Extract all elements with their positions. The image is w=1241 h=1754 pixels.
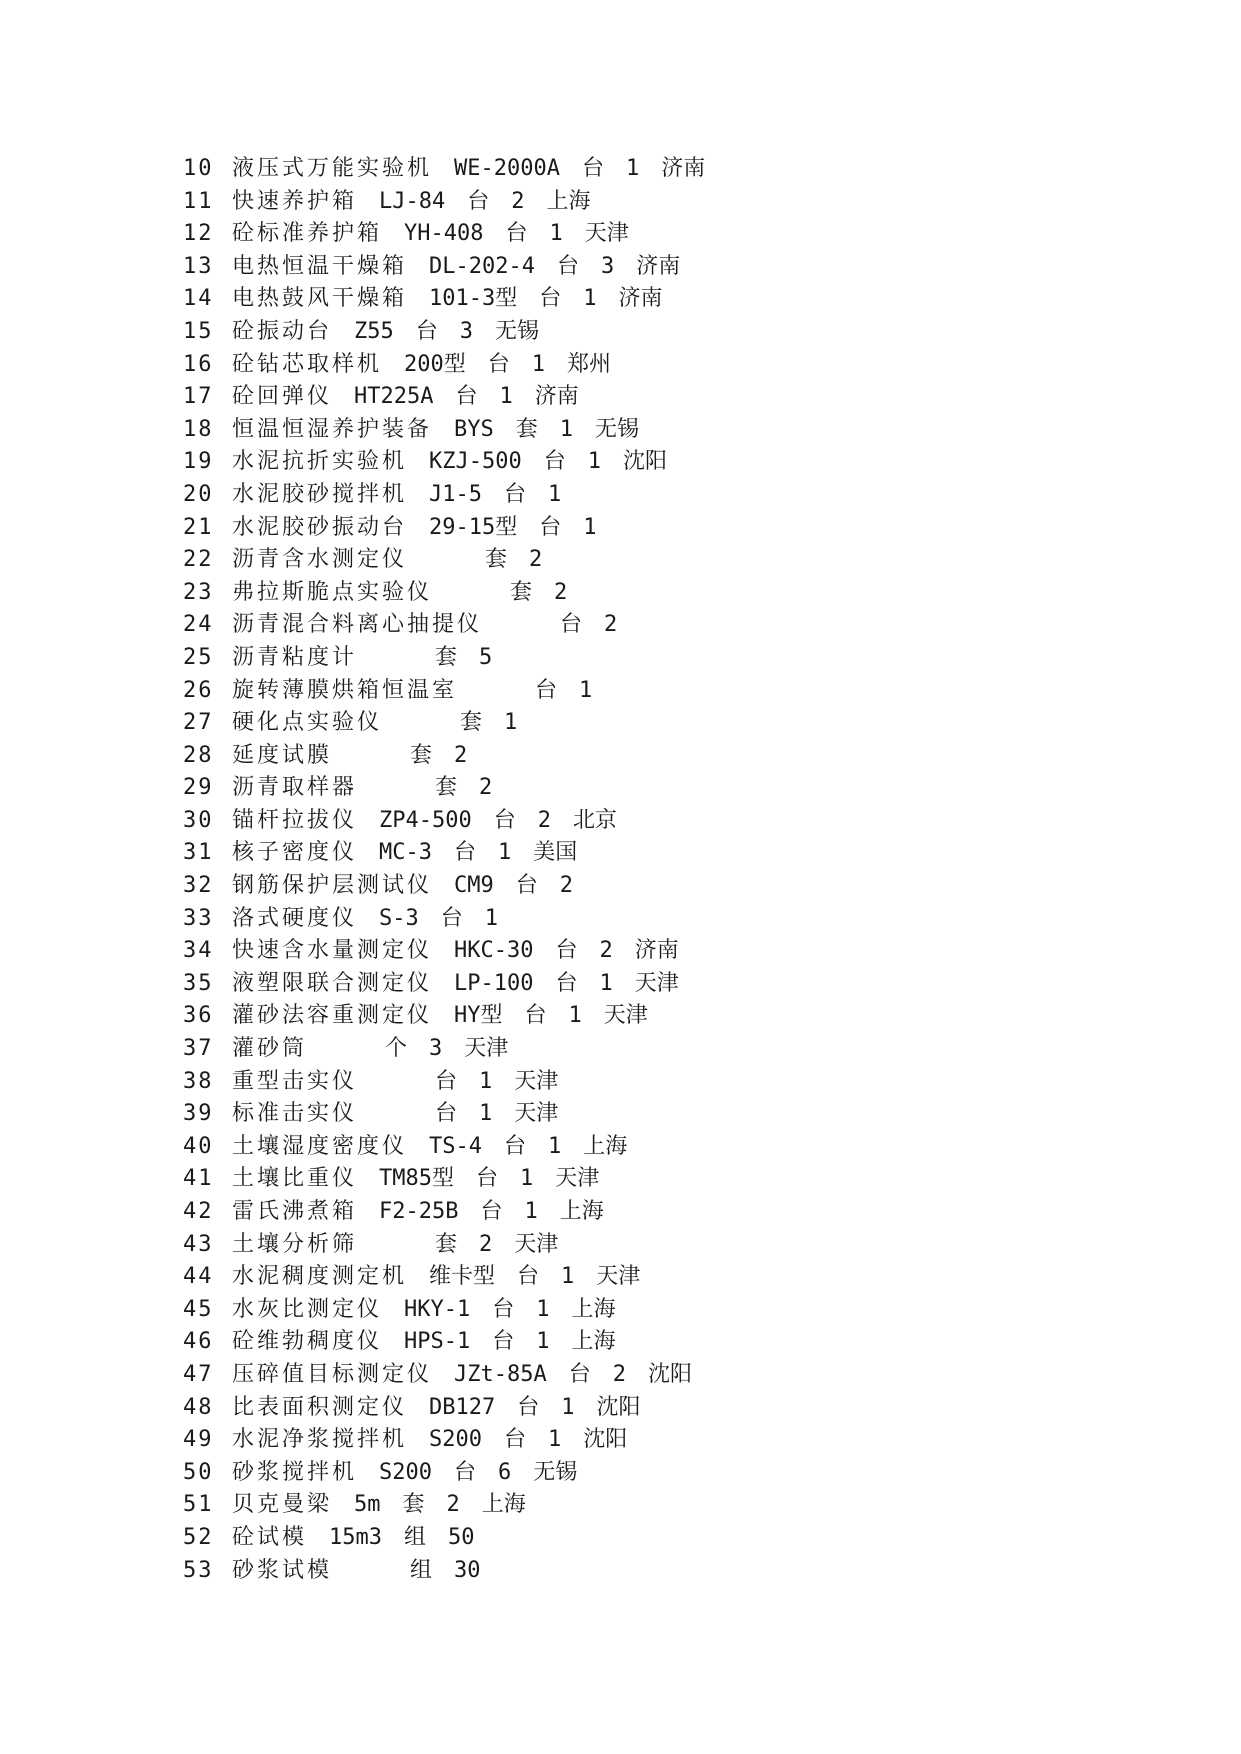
item-origin: 天津 [634,970,679,996]
item-quantity: 1 [579,677,593,703]
item-number: 32 [183,873,214,899]
item-model: JZt-85A [454,1361,547,1387]
item-model: 维卡型 [429,1264,496,1290]
item-quantity: 2 [612,1361,626,1387]
item-name: 锚杆拉拔仪 [232,807,358,833]
item-model: BYS [454,416,494,442]
item-model: F2-25B [379,1199,459,1224]
item-number: 37 [183,1036,214,1062]
item-unit: 台 [515,873,538,899]
item-name: 比表面积测定仪 [232,1394,408,1420]
item-model: TM85型 [379,1166,454,1192]
item-name: 砂浆搅拌机 [232,1459,358,1485]
item-model: TS-4 [429,1133,482,1159]
list-item [183,414,1083,447]
list-item [183,1392,1083,1425]
item-unit: 台 [454,1459,477,1485]
item-quantity: 3 [459,318,474,344]
item-name: 砼钻芯取样机 [232,351,383,377]
item-quantity: 1 [504,710,518,736]
item-quantity: 50 [448,1524,475,1550]
item-unit: 台 [455,384,478,410]
item-origin: 上海 [481,1492,526,1518]
item-origin: 沈阳 [596,1394,641,1420]
item-number: 23 [183,579,214,605]
item-origin: 上海 [583,1133,628,1159]
item-model: KZJ-500 [429,449,522,475]
list-item [183,1326,1083,1359]
item-number: 29 [183,775,214,801]
item-name: 弗拉斯脆点实验仪 [232,579,433,605]
item-quantity: 1 [626,156,640,181]
item-name: 砼标准养护箱 [232,221,383,247]
list-item [183,772,1083,805]
item-number: 35 [183,970,214,996]
item-quantity: 3 [429,1036,443,1062]
item-origin: 天津 [464,1036,509,1062]
item-model: ZP4-500 [379,807,472,833]
item-number: 28 [183,742,214,768]
item-model: S-3 [379,905,419,931]
list-item [183,805,1083,838]
item-unit: 台 [539,286,562,312]
list-item [183,1261,1083,1294]
list-item [183,251,1083,284]
item-unit: 套 [435,775,458,801]
item-unit: 台 [560,612,583,638]
list-item [183,870,1083,903]
list-item [183,1489,1083,1522]
item-model: HKY-1 [404,1296,471,1322]
item-quantity: 1 [583,286,597,312]
item-quantity: 2 [537,807,551,833]
item-number: 47 [183,1361,214,1387]
item-unit: 套 [485,547,508,573]
item-origin: 上海 [571,1329,616,1355]
item-name: 硬化点实验仪 [232,710,383,736]
item-origin: 济南 [534,384,579,410]
list-item [183,935,1083,968]
list-item [183,1522,1083,1555]
item-unit: 台 [504,1133,527,1159]
item-number: 46 [183,1329,214,1355]
item-name: 土壤比重仪 [232,1166,358,1192]
item-origin: 北京 [573,807,618,833]
item-quantity: 2 [554,579,568,605]
item-name: 砼振动台 [232,318,333,344]
item-name: 水泥稠度测定机 [232,1264,408,1290]
item-number: 43 [183,1231,214,1257]
list-item [183,283,1083,316]
item-name: 液压式万能实验机 [232,156,433,181]
item-quantity: 5 [479,644,493,670]
item-name: 钢筋保护层测试仪 [232,873,433,899]
list-item [183,577,1083,610]
item-name: 土壤湿度密度仪 [232,1133,408,1159]
item-origin: 无锡 [533,1459,578,1485]
item-name: 土壤分析筛 [232,1231,358,1257]
item-unit: 台 [517,1264,540,1290]
item-quantity: 2 [529,547,543,573]
item-origin: 沈阳 [583,1427,628,1453]
equipment-list [183,153,1083,1587]
item-unit: 台 [415,318,438,344]
list-item [183,316,1083,349]
item-number: 53 [183,1557,214,1583]
item-model: 29-15型 [429,514,518,540]
item-name: 快速含水量测定仪 [232,938,433,964]
item-quantity: 1 [561,1264,575,1290]
item-unit: 台 [505,221,528,247]
item-name: 旋转薄膜烘箱恒温室 [232,677,458,703]
item-name: 沥青粘度计 [232,644,358,670]
item-name: 沥青取样器 [232,775,358,801]
item-quantity: 1 [536,1329,550,1355]
item-unit: 台 [435,1068,458,1094]
list-item [183,446,1083,479]
item-quantity: 2 [559,873,574,899]
item-quantity: 1 [561,1394,575,1420]
item-number: 25 [183,644,214,670]
item-unit: 台 [581,156,604,181]
item-origin: 天津 [514,1068,559,1094]
item-name: 砼回弹仪 [232,384,333,410]
item-name: 延度试膜 [232,742,333,768]
item-quantity: 1 [499,384,513,410]
item-unit: 套 [510,579,533,605]
item-number: 24 [183,612,214,638]
item-unit: 台 [568,1361,591,1387]
list-item [183,968,1083,1001]
item-quantity: 1 [524,1199,538,1224]
item-unit: 套 [460,710,483,736]
item-number: 10 [183,156,214,181]
list-item [183,512,1083,545]
list-item [183,544,1083,577]
item-number: 33 [183,905,214,931]
list-item [183,642,1083,675]
item-unit: 台 [493,807,516,833]
item-number: 21 [183,514,214,540]
item-unit: 台 [492,1296,515,1322]
item-origin: 济南 [634,938,679,964]
item-unit: 台 [487,351,510,377]
item-name: 液塑限联合测定仪 [232,970,433,996]
item-origin: 天津 [596,1264,641,1290]
item-origin: 上海 [571,1296,616,1322]
item-model: HKC-30 [454,938,534,964]
item-number: 51 [183,1492,214,1518]
item-unit: 组 [410,1557,433,1583]
item-number: 12 [183,221,214,247]
item-quantity: 1 [548,1427,562,1453]
item-name: 沥青含水测定仪 [232,547,408,573]
item-quantity: 3 [601,253,615,279]
list-item [183,186,1083,219]
list-item [183,1294,1083,1327]
list-item [183,349,1083,382]
item-model: LP-100 [454,970,534,996]
list-item [183,1000,1083,1033]
item-origin: 美国 [533,840,578,866]
item-name: 水灰比测定仪 [232,1296,383,1322]
item-origin: 天津 [555,1166,600,1192]
list-item [183,1163,1083,1196]
item-number: 48 [183,1394,214,1420]
item-quantity: 1 [559,416,574,442]
item-unit: 台 [492,1329,515,1355]
item-name: 水泥胶砂振动台 [232,514,408,540]
item-number: 42 [183,1199,214,1224]
item-quantity: 1 [568,1003,582,1029]
item-quantity: 1 [531,351,546,377]
list-item [183,707,1083,740]
item-origin: 沈阳 [648,1361,693,1387]
item-origin: 济南 [636,253,681,279]
item-name: 沥青混合料离心抽提仪 [232,612,483,638]
item-name: 重型击实仪 [232,1068,358,1094]
item-quantity: 1 [583,514,597,540]
item-origin: 沈阳 [623,449,668,475]
item-origin: 无锡 [595,416,640,442]
item-model: MC-3 [379,840,432,866]
item-origin: 天津 [514,1231,559,1257]
item-number: 13 [183,253,214,279]
item-number: 17 [183,384,214,410]
item-quantity: 2 [479,1231,493,1257]
list-item [183,837,1083,870]
item-unit: 台 [524,1003,547,1029]
item-name: 砼试模 [232,1524,308,1550]
item-number: 14 [183,286,214,312]
item-unit: 组 [404,1524,427,1550]
item-model: WE-2000A [454,156,560,181]
list-item [183,1359,1083,1392]
item-unit: 台 [435,1101,458,1127]
item-name: 电热恒温干燥箱 [232,253,408,279]
item-quantity: 2 [511,188,525,214]
item-number: 44 [183,1264,214,1290]
item-number: 16 [183,351,214,377]
list-item [183,1457,1083,1490]
item-number: 26 [183,677,214,703]
list-item [183,1229,1083,1262]
item-model: 101-3型 [429,286,518,312]
item-number: 27 [183,710,214,736]
list-item [183,381,1083,414]
item-model: LJ-84 [379,188,446,214]
item-unit: 台 [539,514,562,540]
item-name: 洛式硬度仪 [232,905,358,931]
item-model: 15m3 [329,1524,382,1550]
list-item [183,1033,1083,1066]
list-item [183,1555,1083,1588]
item-quantity: 1 [599,970,613,996]
list-item [183,1424,1083,1457]
item-unit: 台 [504,481,527,507]
item-quantity: 1 [484,905,499,931]
item-quantity: 1 [479,1068,493,1094]
item-name: 水泥抗折实验机 [232,449,408,475]
item-quantity: 2 [599,938,613,964]
item-origin: 上海 [559,1199,604,1224]
list-item [183,740,1083,773]
item-number: 39 [183,1101,214,1127]
item-number: 45 [183,1296,214,1322]
item-quantity: 1 [548,1133,562,1159]
list-item [183,1196,1083,1229]
item-quantity: 2 [479,775,493,801]
item-name: 电热鼓风干燥箱 [232,286,408,312]
item-number: 36 [183,1003,214,1029]
item-model: Z55 [354,318,394,344]
item-unit: 个 [385,1036,408,1062]
item-quantity: 2 [604,612,618,638]
list-item [183,1131,1083,1164]
item-quantity: 1 [548,481,562,507]
item-origin: 天津 [584,221,629,247]
item-number: 30 [183,807,214,833]
item-name: 水泥胶砂搅拌机 [232,481,408,507]
item-number: 50 [183,1459,214,1485]
item-name: 贝克曼梁 [232,1492,333,1518]
item-unit: 台 [454,840,477,866]
item-origin: 天津 [603,1003,648,1029]
list-item [183,479,1083,512]
item-unit: 台 [440,905,463,931]
item-name: 雷氏沸煮箱 [232,1199,358,1224]
item-name: 恒温恒湿养护装备 [232,416,433,442]
item-unit: 台 [535,677,558,703]
item-origin: 天津 [514,1101,559,1127]
item-unit: 台 [555,970,578,996]
item-unit: 台 [476,1166,499,1192]
item-unit: 台 [543,449,566,475]
item-number: 11 [183,188,214,214]
item-origin: 济南 [618,286,663,312]
item-origin: 济南 [661,156,706,181]
item-origin: 无锡 [495,318,540,344]
item-name: 灌砂筒 [232,1036,308,1062]
item-quantity: 30 [454,1557,481,1583]
list-item [183,903,1083,936]
item-quantity: 1 [479,1101,493,1127]
item-quantity: 1 [498,840,512,866]
item-number: 20 [183,481,214,507]
list-item [183,675,1083,708]
item-model: DB127 [429,1394,496,1420]
item-origin: 上海 [546,188,591,214]
item-number: 34 [183,938,214,964]
item-quantity: 1 [587,449,601,475]
item-unit: 套 [402,1492,425,1518]
item-name: 快速养护箱 [232,188,358,214]
item-unit: 套 [515,416,538,442]
item-unit: 套 [435,1231,458,1257]
item-model: YH-408 [404,221,484,247]
item-model: 5m [354,1492,381,1518]
list-item [183,153,1083,186]
item-model: DL-202-4 [429,253,535,279]
item-unit: 套 [410,742,433,768]
list-item [183,1066,1083,1099]
item-unit: 台 [556,253,579,279]
item-unit: 台 [480,1199,503,1224]
item-model: J1-5 [429,481,482,507]
item-unit: 台 [517,1394,540,1420]
item-number: 22 [183,547,214,573]
item-number: 31 [183,840,214,866]
item-name: 砼维勃稠度仪 [232,1329,383,1355]
item-quantity: 2 [446,1492,460,1518]
item-number: 18 [183,416,214,442]
item-name: 核子密度仪 [232,840,358,866]
item-quantity: 1 [520,1166,534,1192]
item-unit: 台 [555,938,578,964]
item-model: HPS-1 [404,1329,471,1355]
item-name: 标准击实仪 [232,1101,358,1127]
item-quantity: 6 [498,1459,512,1485]
item-origin: 郑州 [567,351,612,377]
item-number: 38 [183,1068,214,1094]
item-number: 52 [183,1524,214,1550]
item-model: CM9 [454,873,494,899]
list-item [183,609,1083,642]
item-quantity: 2 [454,742,468,768]
item-unit: 台 [467,188,490,214]
item-name: 压碎值目标测定仪 [232,1361,433,1387]
item-model: 200型 [404,351,466,377]
item-model: HY型 [454,1003,503,1029]
item-name: 水泥净浆搅拌机 [232,1427,408,1453]
item-number: 15 [183,318,214,344]
list-item [183,1098,1083,1131]
item-name: 灌砂法容重测定仪 [232,1003,433,1029]
item-model: S200 [429,1427,482,1453]
item-number: 19 [183,449,214,475]
item-number: 49 [183,1427,214,1453]
item-number: 40 [183,1133,214,1159]
item-unit: 套 [435,644,458,670]
list-item [183,218,1083,251]
item-unit: 台 [504,1427,527,1453]
item-number: 41 [183,1166,214,1192]
item-model: HT225A [354,384,434,410]
item-model: S200 [379,1459,432,1485]
item-quantity: 1 [536,1296,550,1322]
item-quantity: 1 [549,221,563,247]
item-name: 砂浆试模 [232,1557,333,1583]
